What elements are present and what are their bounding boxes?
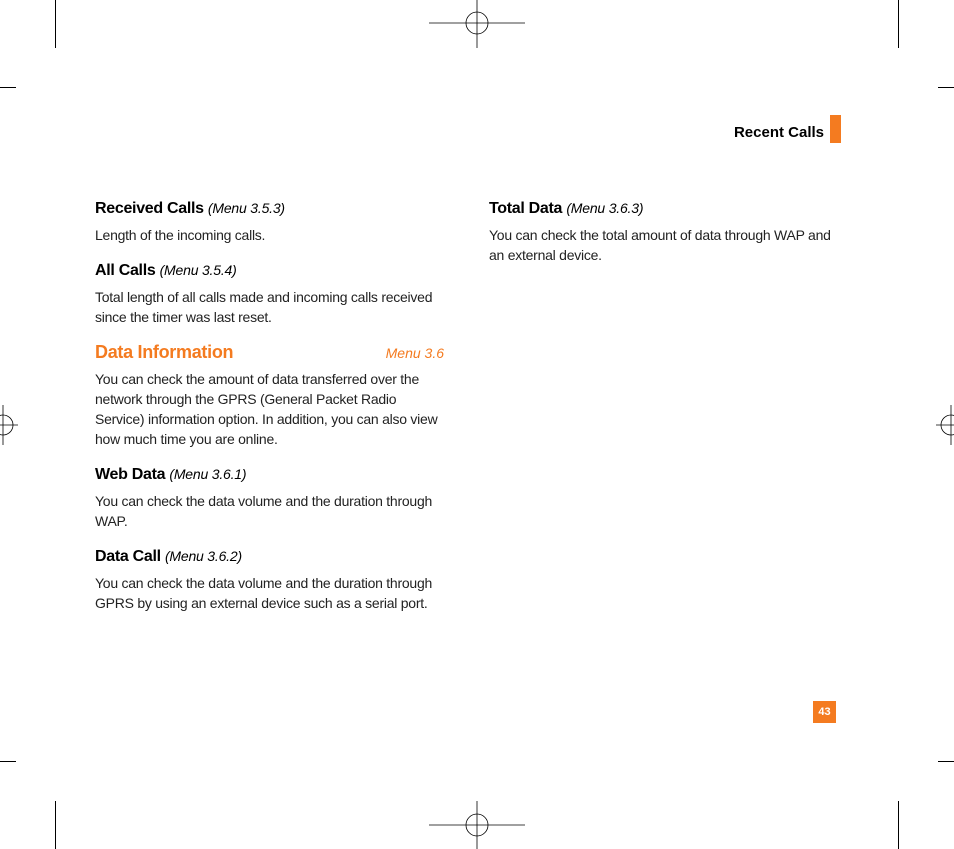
all-calls-body: Total length of all calls made and incoming calls received since the timer was last reset.	[95, 289, 433, 325]
section-tab-marker	[830, 115, 841, 143]
registration-mark-icon	[0, 405, 18, 445]
crop-mark	[55, 801, 56, 849]
data-information-title: Data Information	[95, 342, 234, 362]
total-data-title: Total Data	[489, 200, 563, 217]
all-calls-title: All Calls	[95, 262, 156, 279]
registration-mark-icon	[429, 801, 525, 849]
web-data-heading	[95, 464, 445, 485]
crop-mark	[898, 801, 899, 849]
registration-mark-icon	[936, 405, 954, 445]
all-calls-heading	[95, 260, 445, 281]
received-calls-heading	[95, 198, 445, 219]
received-calls-menu: (Menu 3.5.3)	[207, 200, 285, 216]
received-calls-section	[95, 198, 445, 245]
registration-mark-icon	[429, 0, 525, 48]
crop-mark	[938, 87, 954, 88]
web-data-section	[95, 464, 445, 531]
web-data-menu: (Menu 3.6.1)	[169, 466, 247, 482]
data-information-menu: Menu 3.6	[385, 345, 444, 361]
web-data-title: Web Data	[95, 466, 166, 483]
received-calls-title: Received Calls	[95, 200, 204, 217]
left-column	[95, 198, 445, 628]
all-calls-section	[95, 260, 445, 327]
data-call-section	[95, 546, 445, 613]
all-calls-menu: (Menu 3.5.4)	[159, 262, 237, 278]
data-information-body: You can check the amount of data transferred over the network through the GPRS (General Packet Radio Service) information option. In addition, you can also view how much time you are online.	[95, 371, 438, 447]
crop-mark	[898, 0, 899, 48]
total-data-menu: (Menu 3.6.3)	[566, 200, 644, 216]
data-information-section	[95, 342, 445, 449]
page-number: 43	[813, 701, 836, 723]
data-call-menu: (Menu 3.6.2)	[164, 548, 242, 564]
crop-mark	[0, 87, 16, 88]
total-data-body: You can check the total amount of data through WAP and an external device.	[489, 227, 831, 263]
data-call-heading	[95, 546, 445, 567]
crop-mark	[938, 761, 954, 762]
crop-mark	[55, 0, 56, 48]
total-data-heading	[489, 198, 834, 219]
section-header: Recent Calls	[733, 124, 824, 141]
data-information-heading	[95, 342, 445, 363]
data-call-title: Data Call	[95, 548, 161, 565]
data-call-body: You can check the data volume and the duration through GPRS by using an external device such as a serial port.	[95, 575, 433, 611]
total-data-section	[489, 198, 834, 265]
crop-mark	[0, 761, 16, 762]
web-data-body: You can check the data volume and the duration through WAP.	[95, 493, 433, 529]
right-column	[489, 198, 834, 280]
received-calls-body: Length of the incoming calls.	[95, 227, 266, 243]
